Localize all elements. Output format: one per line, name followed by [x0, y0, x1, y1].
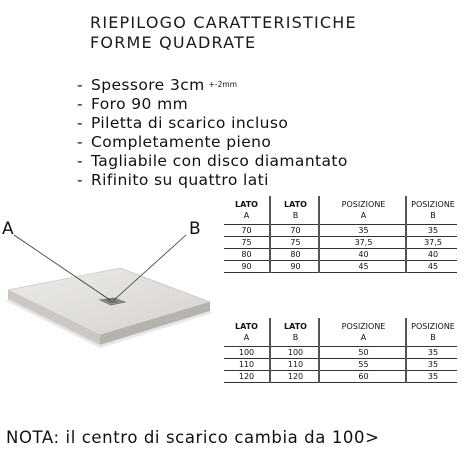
label-b: B: [189, 219, 201, 239]
table-row: 110 110 55 35: [224, 358, 457, 370]
feature-item: - Piletta di scarico incluso: [77, 114, 289, 132]
table-row: 80 80 40 40: [224, 248, 457, 260]
header-lato-b: LATO B: [273, 196, 319, 224]
table-header-row: [224, 196, 457, 224]
header-posizione-b: POSIZIONE B: [409, 318, 457, 346]
header-lato-a: LATO A: [224, 318, 270, 346]
table-header-row: [224, 318, 457, 346]
header-lato-a: LATO A: [224, 196, 270, 224]
feature-item: - Spessore 3cm +-2mm: [77, 76, 238, 94]
feature-item: - Rifinito su quattro lati: [77, 171, 269, 189]
label-a: A: [2, 219, 14, 239]
header-posizione-b: POSIZIONE B: [409, 196, 457, 224]
table-row: 70 70 35 35: [224, 224, 457, 236]
summary-heading: [90, 13, 357, 53]
header-posizione-a: POSIZIONE A: [322, 318, 406, 346]
table-row: 120 120 60 35: [224, 370, 457, 382]
feature-item: - Completamente pieno: [77, 133, 272, 151]
feature-list: [77, 75, 348, 190]
table-row: 90 90 45 45: [224, 260, 457, 272]
feature-item: - Foro 90 mm: [77, 95, 189, 113]
heading-line-1: RIEPILOGO CARATTERISTICHE: [90, 13, 357, 32]
dimensions-table-1: [224, 196, 457, 273]
shower-tray-illustration: [0, 210, 224, 405]
header-lato-b: LATO B: [273, 318, 319, 346]
dimensions-table-2: [224, 318, 457, 383]
heading-line-2: FORME QUADRATE: [90, 33, 257, 52]
table-row: 100 100 50 35: [224, 346, 457, 358]
header-posizione-a: POSIZIONE A: [322, 196, 406, 224]
drain-center-note: NOTA: il centro di scarico cambia da 100>: [6, 428, 380, 447]
tolerance-note: +-2mm: [208, 80, 238, 89]
feature-item: - Tagliabile con disco diamantato: [77, 152, 348, 170]
table-row: 75 75 37,5 37,5: [224, 236, 457, 248]
